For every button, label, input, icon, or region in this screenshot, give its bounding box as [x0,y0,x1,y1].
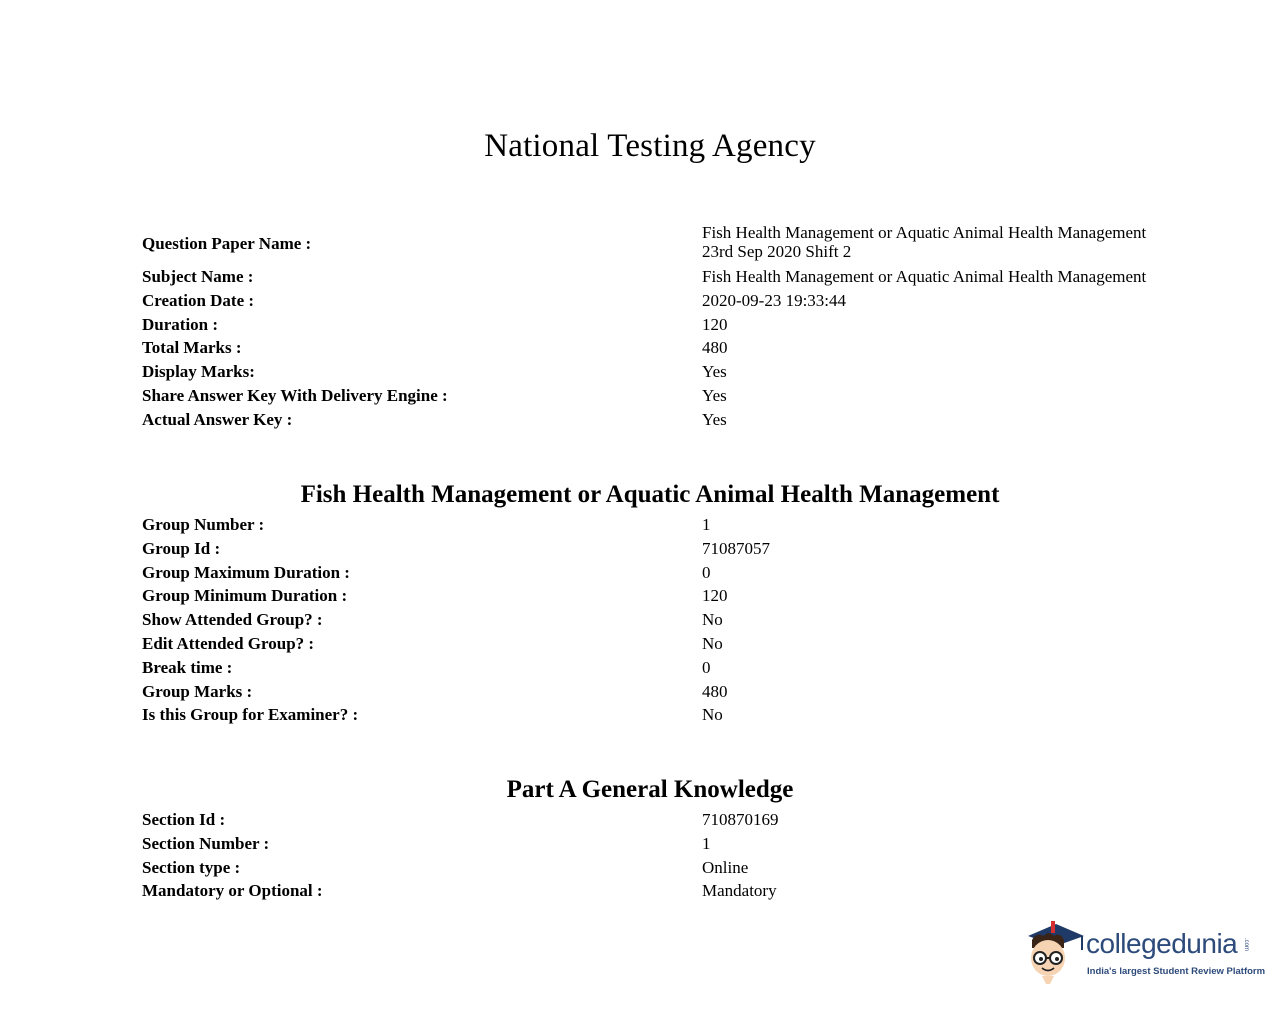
field-value: 0 [702,562,711,582]
field-label: Edit Attended Group? : [142,633,315,653]
field-value: Yes [702,385,727,405]
paper-info-row [142,289,1172,313]
field-value: 480 [702,338,728,358]
field-label: Section Id : [142,810,226,829]
group-info-row [142,703,1172,727]
logo-suffix: .com [1243,938,1249,952]
field-label: Actual Answer Key : [142,409,293,429]
section-heading: Part A General Knowledge [506,776,794,803]
group-info-row [142,561,1172,585]
field-label: Question Paper Name : [142,234,312,253]
collegedunia-logo[interactable] [1024,918,1266,990]
field-label: Group Minimum Duration : [142,586,348,606]
paper-info-row [142,384,1172,408]
field-value: 71087057 [702,538,770,558]
field-value: Online [702,857,749,877]
field-value: No [702,610,723,630]
field-value: 120 [702,314,728,334]
field-label: Duration : [142,314,219,334]
field-label: Break time : [142,657,233,677]
paper-info-row [142,223,1172,265]
group-info-row [142,656,1172,680]
field-value: 1 [702,833,711,853]
field-value: 120 [702,586,728,606]
section-info-table [142,808,1172,903]
group-info-row [142,537,1172,561]
logo-wordmark: collegedunia [1086,928,1238,959]
group-heading: Fish Health Management or Aquatic Animal Health Management [300,481,1000,508]
field-value: Fish Health Management or Aquatic Animal Health Management [702,267,1147,286]
group-info-row [142,608,1172,632]
field-label: Group Maximum Duration : [142,562,350,582]
section-info-row [142,832,1172,856]
paper-info-table [142,223,1172,432]
field-label: Show Attended Group? : [142,610,323,630]
logo-tagline: India's largest Student Review Platform [1087,966,1266,977]
field-value: Mandatory [702,881,777,901]
field-label: Section type : [142,857,241,877]
field-value: 0 [702,657,711,677]
field-label: Section Number : [142,833,270,853]
paper-info-row [142,408,1172,432]
field-value: 2020-09-23 19:33:44 [702,290,847,310]
group-info-row [142,632,1172,656]
field-value: Yes [702,362,727,382]
group-info-table [142,513,1172,727]
field-value: No [702,633,723,653]
field-label: Mandatory or Optional : [142,881,323,901]
paper-info-row [142,336,1172,360]
document-title: National Testing Agency [484,128,816,164]
field-label: Is this Group for Examiner? : [142,705,359,725]
section-info-row [142,856,1172,880]
group-info-row [142,513,1172,537]
group-info-row [142,680,1172,704]
section-info-row [142,879,1172,903]
field-value: No [702,705,723,725]
mascot-icon [1024,918,1086,990]
field-value: Yes [702,409,727,429]
paper-info-row [142,360,1172,384]
field-label: Total Marks : [142,338,242,358]
field-label: Creation Date : [142,290,255,310]
paper-info-row [142,313,1172,337]
paper-info-row [142,265,1172,289]
field-value: 480 [702,681,728,701]
field-label: Group Number : [142,515,265,534]
field-value: Fish Health Management or Aquatic Animal Health Management 23rd Sep 2020 Shift 2 [702,223,1147,261]
field-label: Group Id : [142,538,221,558]
field-label: Subject Name : [142,267,254,286]
field-value: 1 [702,515,711,534]
field-label: Share Answer Key With Delivery Engine : [142,385,448,405]
field-label: Display Marks: [142,362,255,382]
section-info-row [142,808,1172,832]
field-value: 710870169 [702,810,779,829]
field-label: Group Marks : [142,681,253,701]
group-info-row [142,584,1172,608]
